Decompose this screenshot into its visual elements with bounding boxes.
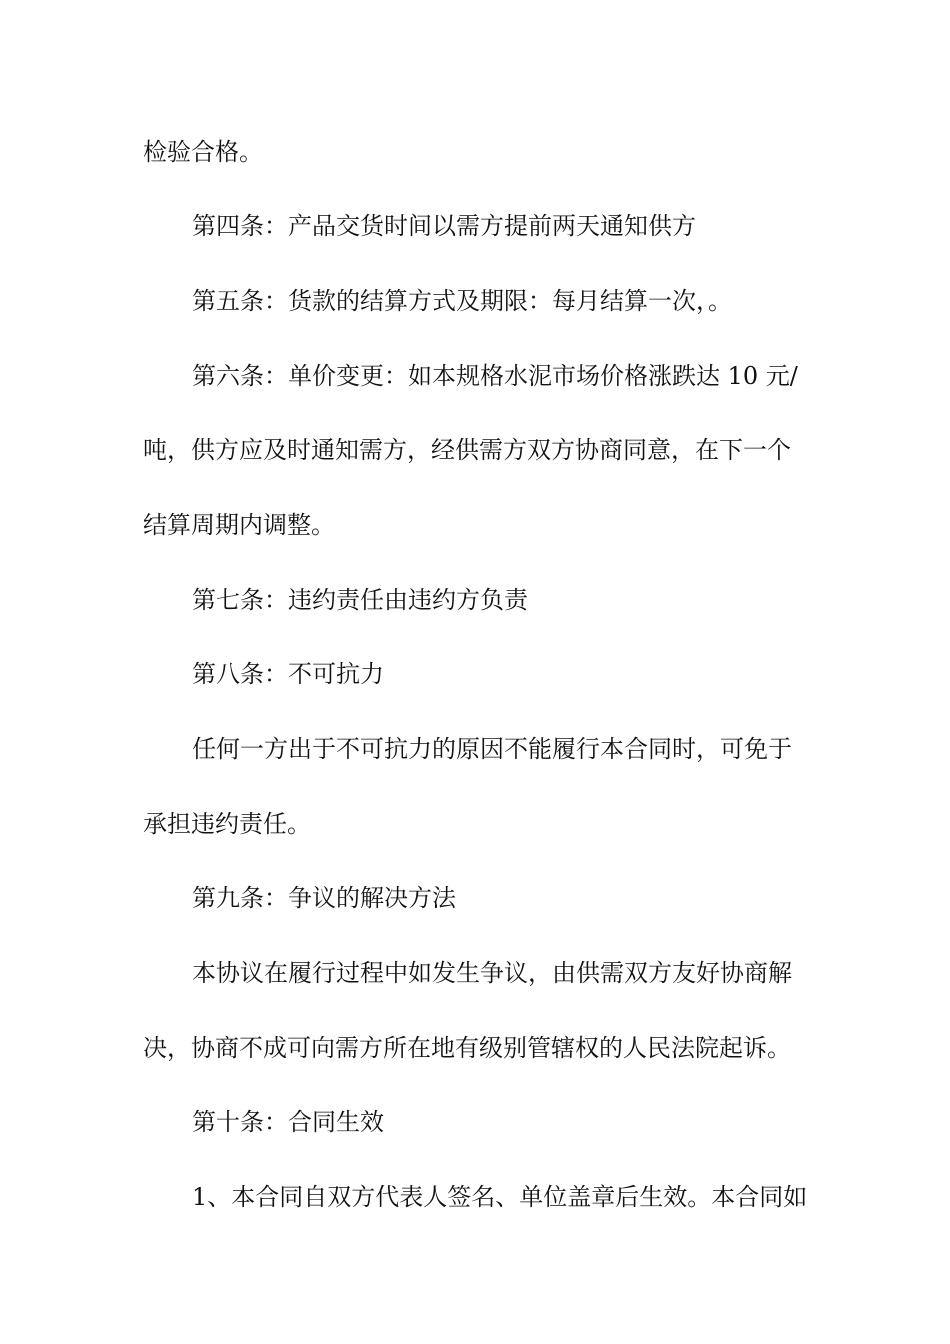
clause-6-continuation-2: 结算周期内调整。	[143, 511, 335, 539]
clause-6-price-change: 第六条：单价变更：如本规格水泥市场价格涨跌达 10 元/	[192, 362, 798, 390]
clause-9-continuation: 决，协商不成可向需方所在地有级别管辖权的人民法院起诉。	[143, 1034, 791, 1062]
clause-4-delivery-time: 第四条：产品交货时间以需方提前两天通知供方	[192, 212, 696, 240]
clause-9-dispute-resolution: 第九条：争议的解决方法	[192, 884, 456, 912]
clause-5-payment-settlement: 第五条：货款的结算方式及期限：每月结算一次，。	[192, 287, 732, 315]
clause-7-liability: 第七条：违约责任由违约方负责	[192, 586, 528, 614]
clause-9-body: 本协议在履行过程中如发生争议，由供需双方友好协商解	[192, 959, 792, 987]
clause-8-continuation: 承担违约责任。	[143, 810, 311, 838]
text-line-inspection-passed: 检验合格。	[143, 138, 263, 166]
clause-8-body: 任何一方出于不可抗力的原因不能履行本合同时，可免于	[192, 735, 792, 763]
clause-10-item-1: 1、本合同自双方代表人签名、单位盖章后生效。本合同如	[192, 1183, 808, 1211]
clause-10-effectiveness: 第十条：合同生效	[192, 1108, 384, 1136]
clause-8-force-majeure: 第八条：不可抗力	[192, 660, 384, 688]
clause-6-continuation-1: 吨，供方应及时通知需方，经供需方双方协商同意，在下一个	[143, 436, 791, 464]
